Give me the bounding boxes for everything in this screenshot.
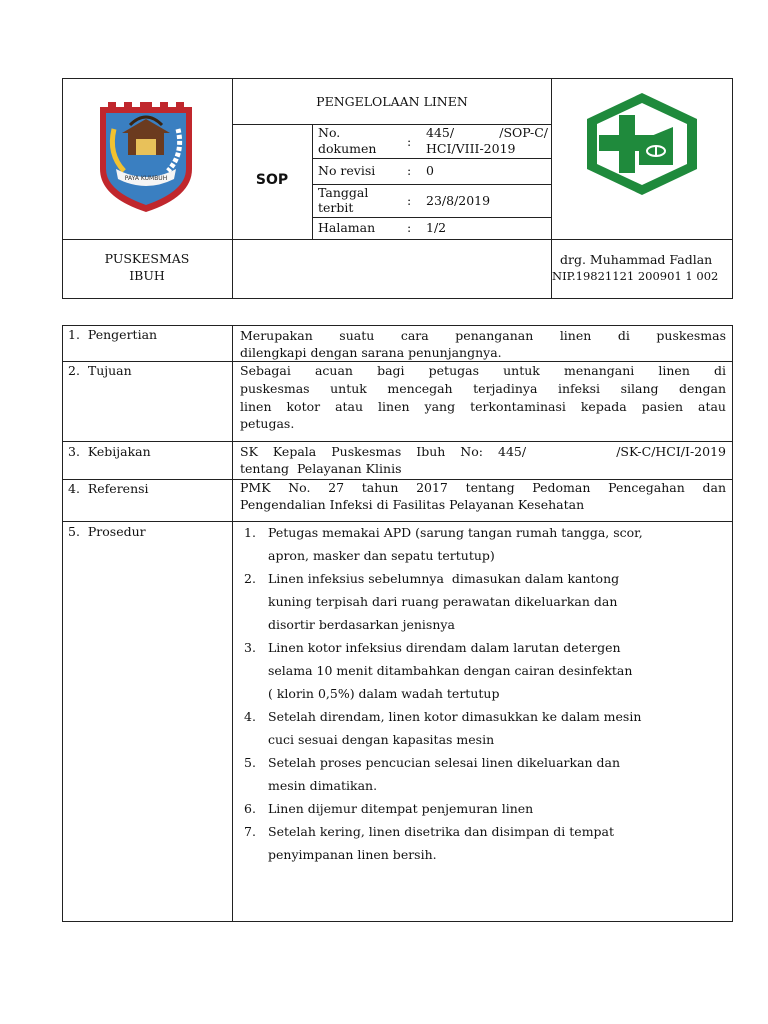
procedure-number: 5.: [244, 755, 256, 770]
procedure-number: 4.: [244, 709, 256, 724]
pengertian-line-1: Merupakan suatu cara penanganan linen di puskesmas: [240, 328, 726, 343]
document-title: PENGELOLAAN LINEN: [316, 94, 468, 109]
page-label: Halaman: [318, 220, 376, 235]
tujuan-line-1: Sebagai acuan bagi petugas untuk menangani linen di: [240, 363, 726, 378]
procedure-item-4: [244, 705, 714, 751]
tujuan-line-3: linen kotor atau linen yang terkontaminasi kepada pasien atau: [240, 399, 726, 414]
referensi-line-1: PMK No. 27 tahun 2017 tentang Pedoman Pencegahan dan: [240, 480, 726, 495]
procedure-line: penyimpanan linen bersih.: [268, 847, 437, 862]
org-name-line2: IBUH: [129, 268, 165, 283]
section-label-kebijakan: 3. Kebijakan: [68, 444, 151, 459]
procedure-line: ( klorin 0,5%) dalam wadah tertutup: [268, 686, 500, 701]
procedure-line: kuning terpisah dari ruang perawatan dikeluarkan dan: [268, 594, 618, 609]
pengertian-line-2: dilengkapi dengan sarana penunjangnya.: [240, 345, 502, 360]
procedure-item-7: [244, 820, 714, 866]
procedure-line: Setelah kering, linen disetrika dan disimpan di tempat: [268, 824, 615, 839]
procedure-line: Petugas memakai APD (sarung tangan rumah tangga, scor,: [268, 525, 643, 540]
procedure-line: Linen dijemur ditempat penjemuran linen: [268, 801, 534, 816]
procedure-line: disortir berdasarkan jenisnya: [268, 617, 455, 632]
doc-number-label: No. dokumen: [318, 125, 377, 156]
procedure-number: 3.: [244, 640, 256, 655]
revision-label: No revisi: [318, 163, 376, 178]
page-colon: :: [407, 220, 412, 235]
emblem-ribbon-text: PAYA KUMBUH: [124, 175, 168, 182]
header-divider-h1: [62, 239, 733, 240]
referensi-line-2: Pengendalian Infeksi di Fasilitas Pelayanan Kesehatan: [240, 497, 585, 512]
procedure-line: Linen kotor infeksius direndam dalam larutan detergen: [268, 640, 621, 655]
puskesmas-logo-icon: [583, 91, 701, 197]
signer-nip: NIP.19821121 200901 1 002: [552, 269, 719, 283]
issue-date-colon: :: [407, 193, 412, 208]
tujuan-line-4: petugas.: [240, 416, 295, 431]
issue-date-label: Tanggal terbit: [318, 185, 369, 215]
procedure-number: 7.: [244, 824, 256, 839]
section-label-referensi: 4. Referensi: [68, 481, 149, 496]
kebijakan-line-2: tentang Pelayanan Klinis: [240, 461, 402, 476]
procedure-item-6: [244, 797, 714, 820]
procedure-line: Linen infeksius sebelumnya dimasukan dalam kantong: [268, 571, 620, 586]
doc-number-value: 445/ /SOP-C/ HCI/VIII-2019: [426, 125, 548, 156]
doc-number-colon: :: [407, 134, 412, 149]
issue-date-value: 23/8/2019: [426, 193, 491, 208]
procedure-item-1: [244, 521, 714, 567]
procedure-number: 6.: [244, 801, 256, 816]
procedure-item-3: [244, 636, 714, 705]
procedure-line: Setelah proses pencucian selesai linen dikeluarkan dan: [268, 755, 621, 770]
sop-label: SOP: [255, 172, 289, 188]
procedure-number: 1.: [244, 525, 256, 540]
section-label-prosedur: 5. Prosedur: [68, 524, 146, 539]
section-label-tujuan: 2. Tujuan: [68, 363, 132, 378]
body-divider-v: [232, 325, 233, 922]
procedure-line: selama 10 menit ditambahkan dengan cairan desinfektan: [268, 663, 633, 678]
org-name-line1: PUSKESMAS: [104, 251, 190, 266]
procedure-item-5: [244, 751, 714, 797]
revision-value: 0: [426, 163, 434, 178]
tujuan-line-2: puskesmas untuk mencegah terjadinya infeksi silang dengan: [240, 381, 726, 396]
body-row-divider-2: [62, 441, 733, 442]
revision-colon: :: [407, 163, 412, 178]
procedure-item-2: [244, 567, 714, 636]
city-emblem-icon: [94, 99, 198, 215]
page-value: 1/2: [426, 220, 447, 235]
row-divider-3: [312, 217, 552, 218]
section-label-pengertian: 1. Pengertian: [68, 327, 158, 342]
header-divider-v1: [232, 78, 233, 299]
kebijakan-line-1: SK Kepala Puskesmas Ibuh No: 445/ /SK-C/HCI/I-2019: [240, 444, 726, 459]
sop-divider: [312, 124, 313, 240]
procedure-line: apron, masker dan sepatu tertutup): [268, 548, 495, 563]
signer-name: drg. Muhammad Fadlan: [560, 252, 713, 267]
row-divider-1: [312, 158, 552, 159]
procedure-line: Setelah direndam, linen kotor dimasukkan ke dalam mesin: [268, 709, 642, 724]
procedure-line: cuci sesuai dengan kapasitas mesin: [268, 732, 495, 747]
procedure-number: 2.: [244, 571, 256, 586]
procedure-line: mesin dimatikan.: [268, 778, 378, 793]
header-divider-v2: [551, 78, 552, 299]
